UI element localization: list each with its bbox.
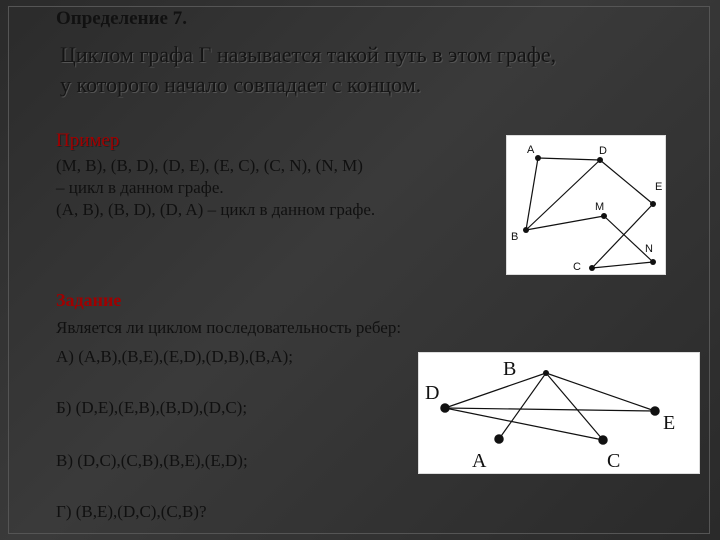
graph-node xyxy=(441,404,449,412)
task-intro: Является ли циклом последовательность ребер: xyxy=(56,318,402,337)
task-graph xyxy=(418,352,700,474)
example-graph xyxy=(506,135,666,275)
task-option-v: В) (D,C),(C,B),(B,E),(E,D); xyxy=(56,451,248,470)
example-line: (M, B), (B, D), (D, E), (E, C), (C, N), (N, M) xyxy=(56,156,363,175)
graph-node xyxy=(523,227,529,233)
node-label-e: E xyxy=(655,181,663,193)
node-label-n: N xyxy=(645,243,653,255)
definition-line: у которого начало совпадает с концом. xyxy=(60,72,422,97)
task-option-b: Б) (D,E),(E,B),(B,D),(D,C); xyxy=(56,398,248,417)
graph-node xyxy=(495,435,503,443)
graph-node xyxy=(650,259,656,265)
node-label-d: D xyxy=(599,145,607,157)
definition-text xyxy=(60,40,680,100)
node-label-a: A xyxy=(472,450,487,472)
graph-node xyxy=(535,155,541,161)
task-label: Задание xyxy=(56,290,122,310)
node-label-c: C xyxy=(607,450,621,472)
task-option-g: Г) (B,E),(D,C),(C,B)? xyxy=(56,502,207,521)
graph-node xyxy=(589,265,595,271)
example-line: – цикл в данном графе. xyxy=(56,178,224,197)
graph-node xyxy=(651,407,659,415)
node-label-a: A xyxy=(527,144,535,156)
node-label-d: D xyxy=(425,382,440,404)
node-label-c: C xyxy=(573,261,581,273)
example-line: (A, B), (B, D), (D, A) – цикл в данном графе. xyxy=(56,200,376,219)
task-option-a: А) (A,B),(B,E),(E,D),(D,B),(B,A); xyxy=(56,347,294,366)
definition-line: Циклом графа Г называется такой путь в этом графе, xyxy=(60,42,557,67)
graph-node xyxy=(599,436,607,444)
graph-node xyxy=(597,157,603,163)
node-label-e: E xyxy=(663,412,676,434)
graph-node xyxy=(650,201,656,207)
definition-heading: Определение 7. xyxy=(56,8,187,29)
node-label-b: B xyxy=(511,231,519,243)
graph-node xyxy=(543,370,549,376)
node-label-m: M xyxy=(595,201,605,213)
example-label: Пример xyxy=(56,130,120,151)
graph-node xyxy=(601,213,607,219)
node-label-b: B xyxy=(503,358,517,380)
example-text xyxy=(56,155,375,221)
